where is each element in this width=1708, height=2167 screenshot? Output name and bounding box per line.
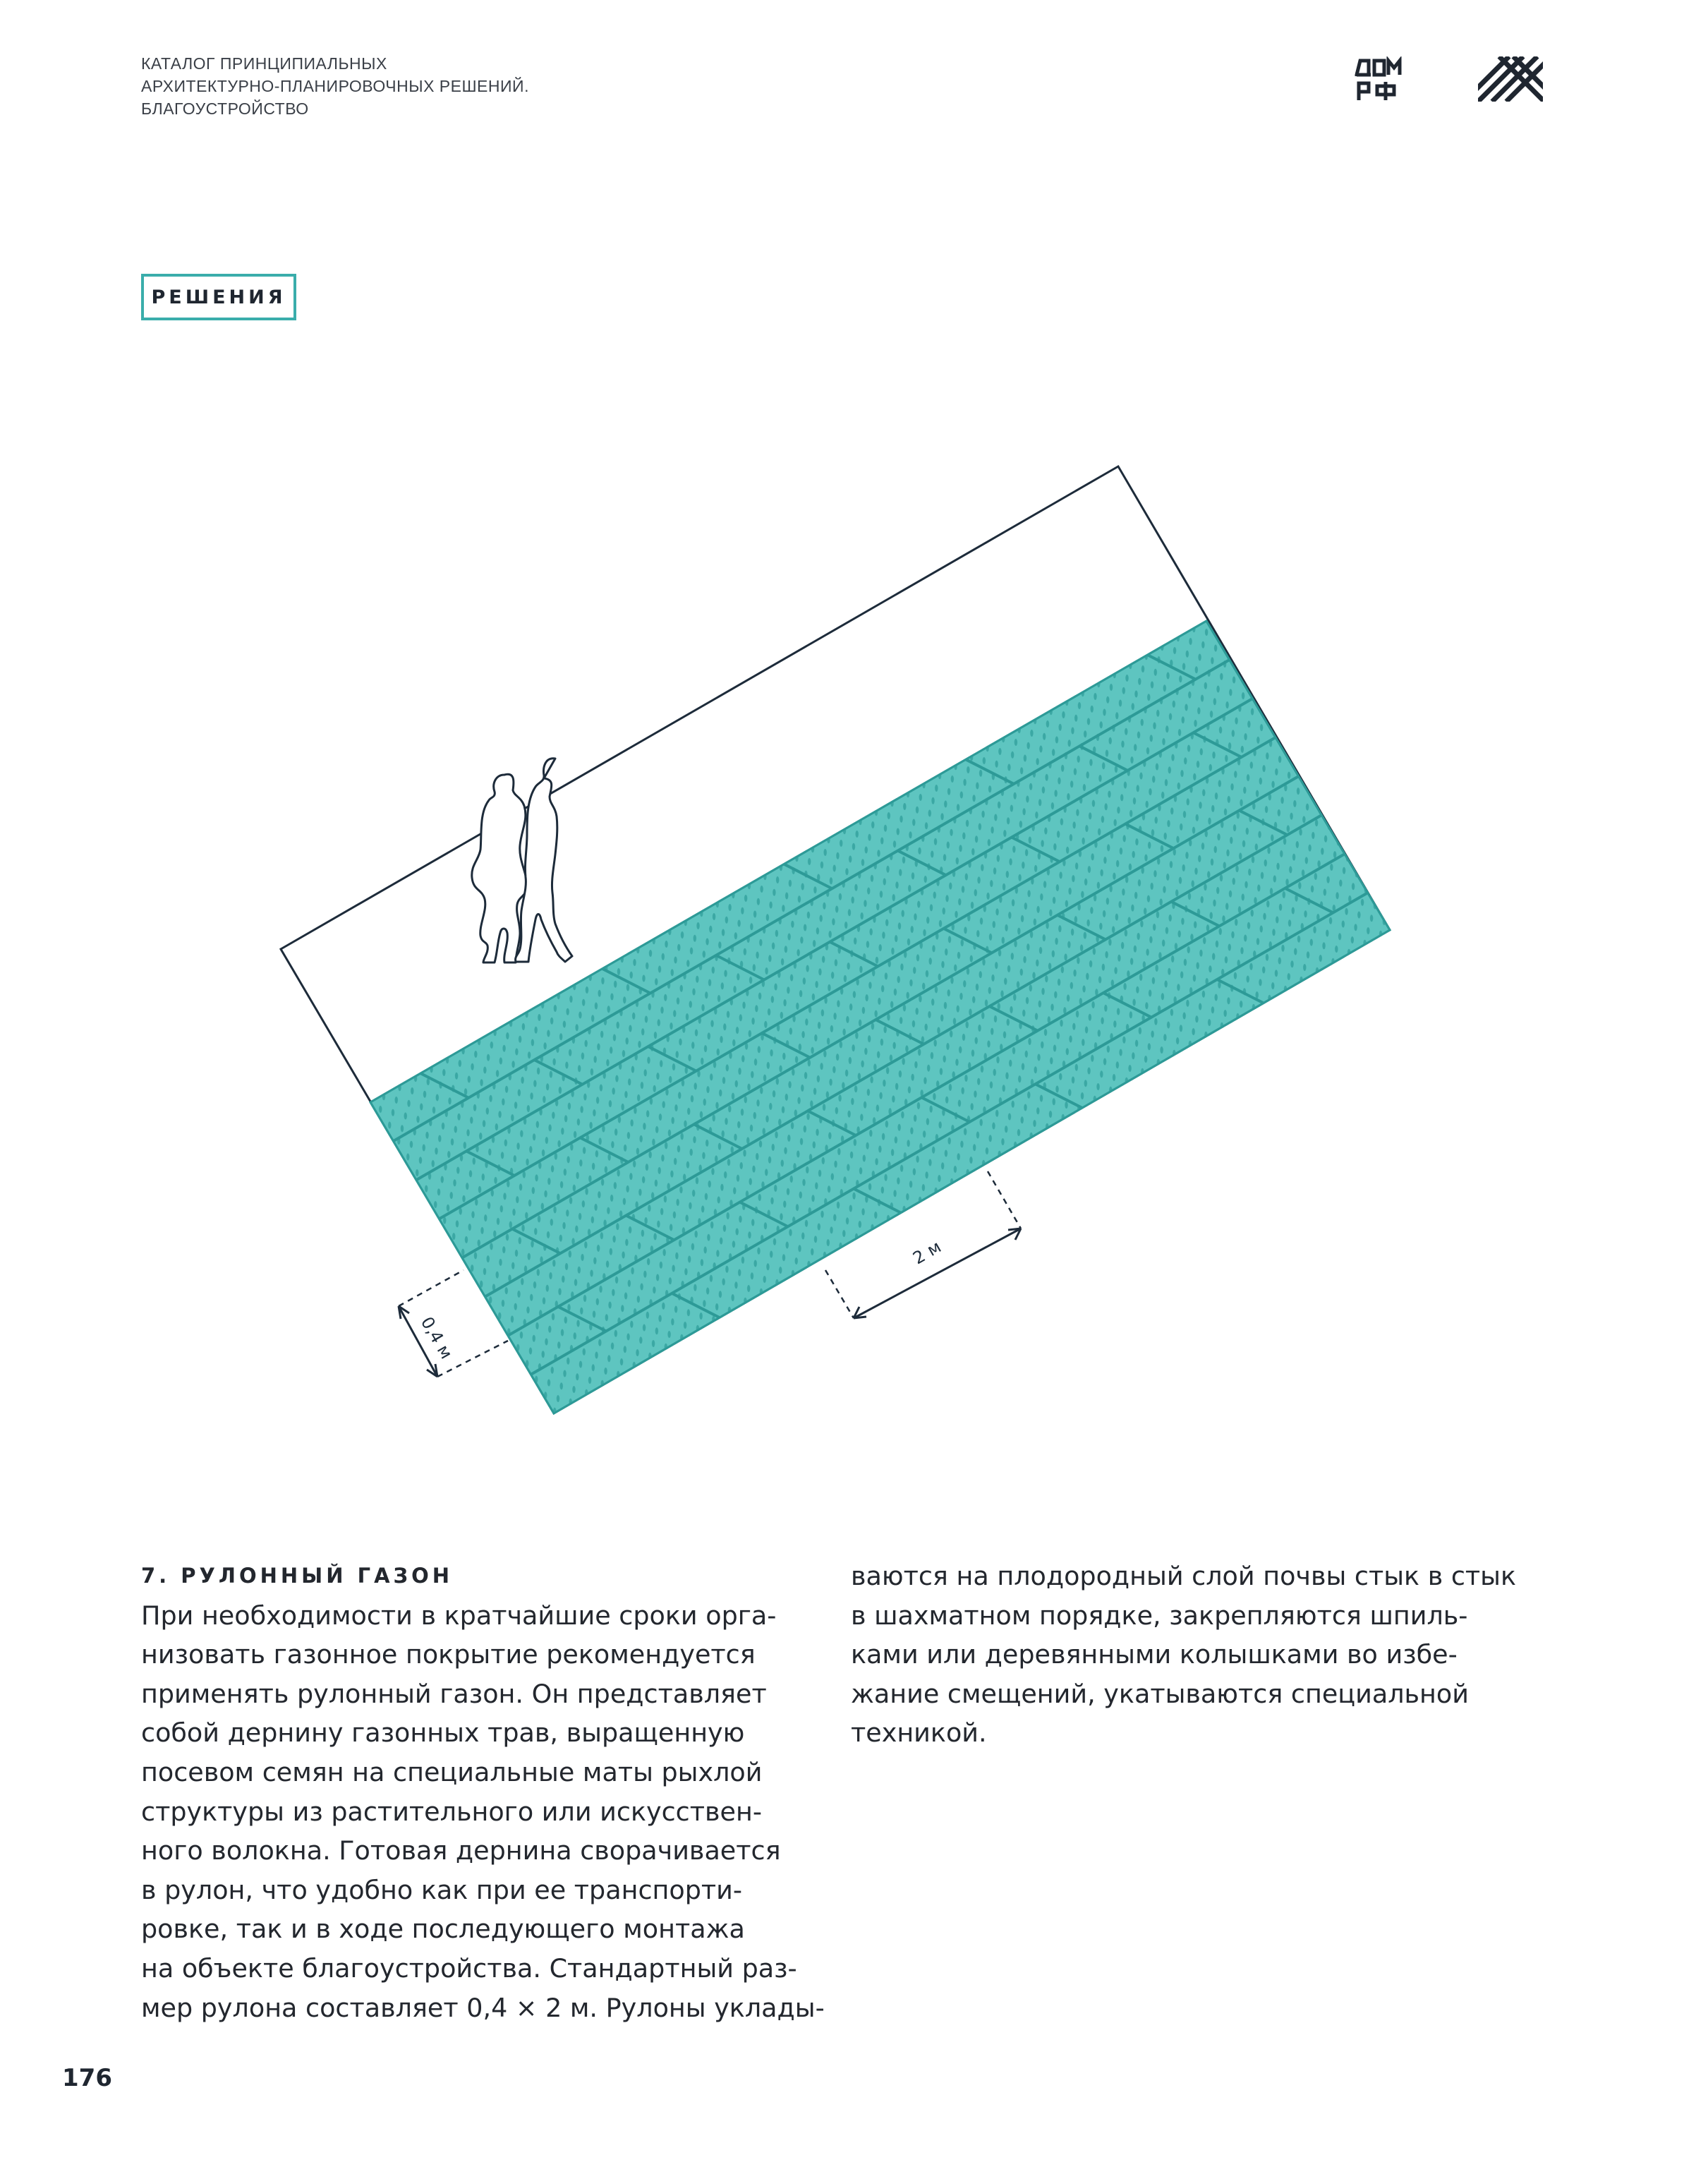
article-line: применять рулонный газон. Он представляет: [141, 1678, 767, 1709]
article-column-1: [141, 1557, 854, 2027]
article-line: При необходимости в кратчайшие сроки орга-: [141, 1600, 777, 1631]
article-line: ваются на плодородный слой почвы стык в стык: [851, 1561, 1517, 1591]
article-line: посевом семян на специальные маты рыхлой: [141, 1756, 763, 1787]
article-line: мер рулона составляет 0,4 × 2 м. Рулоны уклады-: [141, 1992, 825, 2023]
article-line: в шахматном порядке, закрепляются шпиль-: [851, 1600, 1468, 1631]
rolled-turf-diagram: [0, 423, 1708, 1454]
header-line-2: АРХИТЕКТУРНО-ПЛАНИРОВОЧНЫХ РЕШЕНИЙ.: [141, 77, 529, 95]
article-line: техникой.: [851, 1718, 987, 1749]
catalog-header: [141, 52, 529, 120]
section-badge: РЕШЕНИЯ: [141, 274, 296, 320]
article-line: ками или деревянными колышками во избе-: [851, 1639, 1458, 1670]
article-line: структуры из растительного или искусствен-: [141, 1796, 762, 1827]
header-line-3: БЛАГОУСТРОЙСТВО: [141, 99, 309, 118]
article-line: ного волокна. Готовая дернина сворачивается: [141, 1835, 781, 1866]
article-line: жание смещений, укатываются специальной: [851, 1678, 1469, 1709]
article-line: в рулон, что удобно как при ее транспорти-: [141, 1874, 743, 1905]
dom-rf-logo: [1355, 56, 1405, 102]
header-line-1: КАТАЛОГ ПРИНЦИПИАЛЬНЫХ: [141, 54, 387, 73]
article-title: 7. РУЛОННЫЙ ГАЗОН: [141, 1564, 454, 1588]
diagonal-lattice-icon: [1478, 56, 1543, 102]
page-number: 176: [62, 2064, 112, 2092]
article-line: низовать газонное покрытие рекомендуется: [141, 1639, 756, 1670]
article-line: ровке, так и в ходе последующего монтажа: [141, 1914, 745, 1945]
article-line: на объекте благоустройства. Стандартный раз-: [141, 1952, 797, 1984]
dimension-width-label: 0,4 м: [416, 1313, 457, 1363]
article-column-2: [851, 1557, 1563, 1753]
article-line: собой дернину газонных трав, выращенную: [141, 1718, 745, 1749]
dimension-length-label: 2 м: [909, 1236, 945, 1269]
